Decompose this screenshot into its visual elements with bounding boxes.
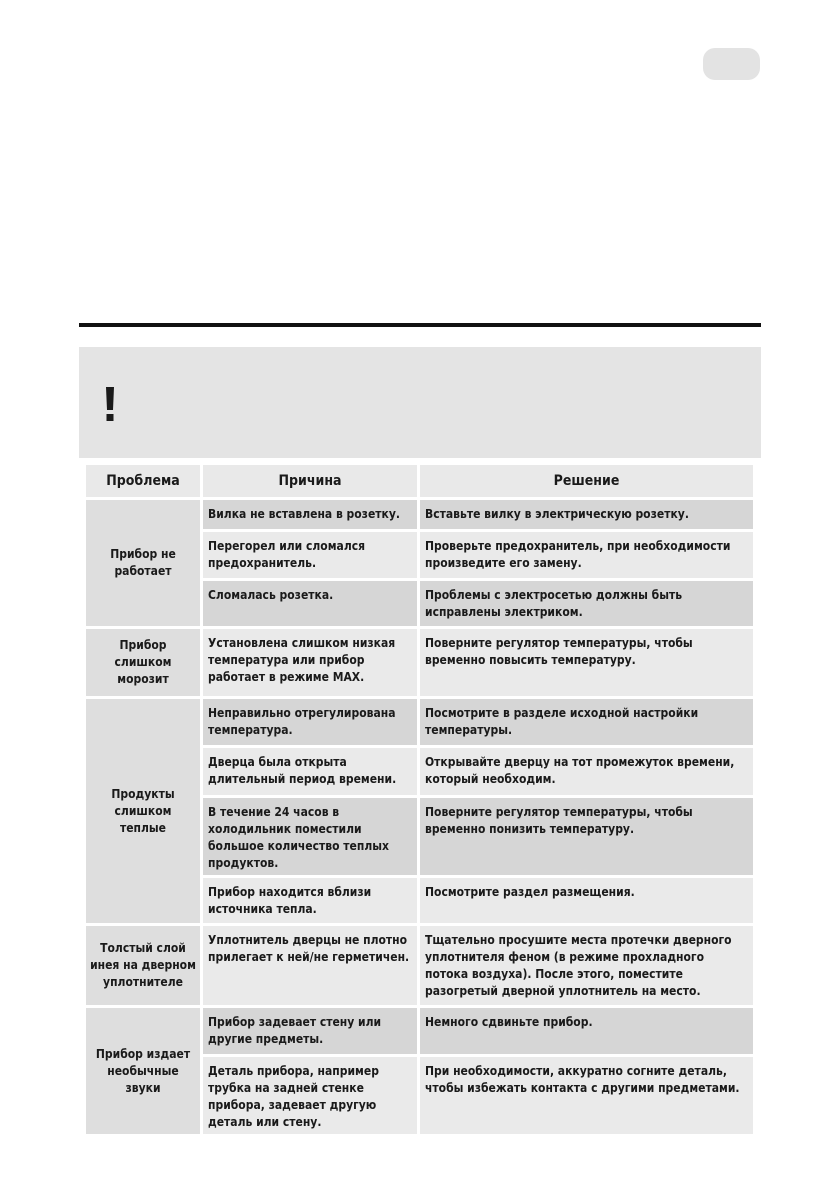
cause-cell: Деталь прибора, например трубка на задней стенке прибора, задевает другую деталь или стену. xyxy=(203,1057,417,1134)
solution-cell: Посмотрите раздел размещения. xyxy=(420,878,753,923)
solution-cell: Поверните регулятор температуры, чтобы временно понизить температуру. xyxy=(420,798,753,875)
cause-cell: Вилка не вставлена в розетку. xyxy=(203,500,417,529)
solution-cell: Посмотрите в разделе исходной настройки температуры. xyxy=(420,699,753,745)
table-row xyxy=(86,629,753,696)
table-row xyxy=(86,926,753,1005)
cause-cell: Дверца была открыта длительный период времени. xyxy=(203,748,417,795)
warning-panel xyxy=(79,347,761,458)
problem-cell: Прибор издает необычные звуки xyxy=(86,1008,200,1134)
cause-cell: Неправильно отрегулирована температура. xyxy=(203,699,417,745)
header-cause: Причина xyxy=(203,465,417,497)
solution-cell: Тщательно просушите места протечки дверного уплотнителя феном (в режиме прохладного потока воздуха). После этого, поместите разогретый дверной уплотнитель на место. xyxy=(420,926,753,1005)
cause-cell: Прибор находится вблизи источника тепла. xyxy=(203,878,417,923)
header-solution: Решение xyxy=(420,465,753,497)
solution-cell: Проблемы с электросетью должны быть исправлены электриком. xyxy=(420,581,753,626)
problem-cell: Прибор не работает xyxy=(86,500,200,626)
cause-cell: Сломалась розетка. xyxy=(203,581,417,626)
table-row xyxy=(86,1008,753,1054)
troubleshooting-table xyxy=(83,462,756,1137)
section-divider xyxy=(79,323,761,327)
solution-cell: Немного сдвиньте прибор. xyxy=(420,1008,753,1054)
solution-cell: Проверьте предохранитель, при необходимости произведите его замену. xyxy=(420,532,753,578)
problem-cell: Прибор слишком морозит xyxy=(86,629,200,696)
cause-cell: Перегорел или сломался предохранитель. xyxy=(203,532,417,578)
problem-cell: Продукты слишком теплые xyxy=(86,699,200,923)
cause-cell: Установлена слишком низкая температура или прибор работает в режиме MAX. xyxy=(203,629,417,696)
page-number-tab xyxy=(703,48,760,80)
cause-cell: В течение 24 часов в холодильник поместили большое количество теплых продуктов. xyxy=(203,798,417,875)
problem-cell: Толстый слой инея на дверном уплотнителе xyxy=(86,926,200,1005)
solution-cell: Поверните регулятор температуры, чтобы временно повысить температуру. xyxy=(420,629,753,696)
exclamation-icon xyxy=(101,384,121,424)
table-header-row xyxy=(86,465,753,497)
table-row xyxy=(86,500,753,529)
solution-cell: При необходимости, аккуратно согните деталь, чтобы избежать контакта с другими предметами. xyxy=(420,1057,753,1134)
table-row xyxy=(86,699,753,745)
header-problem: Проблема xyxy=(86,465,200,497)
cause-cell: Уплотнитель дверцы не плотно прилегает к ней/не герметичен. xyxy=(203,926,417,1005)
solution-cell: Открывайте дверцу на тот промежуток времени, который необходим. xyxy=(420,748,753,795)
cause-cell: Прибор задевает стену или другие предметы. xyxy=(203,1008,417,1054)
troubleshooting-table-container xyxy=(86,465,753,1134)
solution-cell: Вставьте вилку в электрическую розетку. xyxy=(420,500,753,529)
